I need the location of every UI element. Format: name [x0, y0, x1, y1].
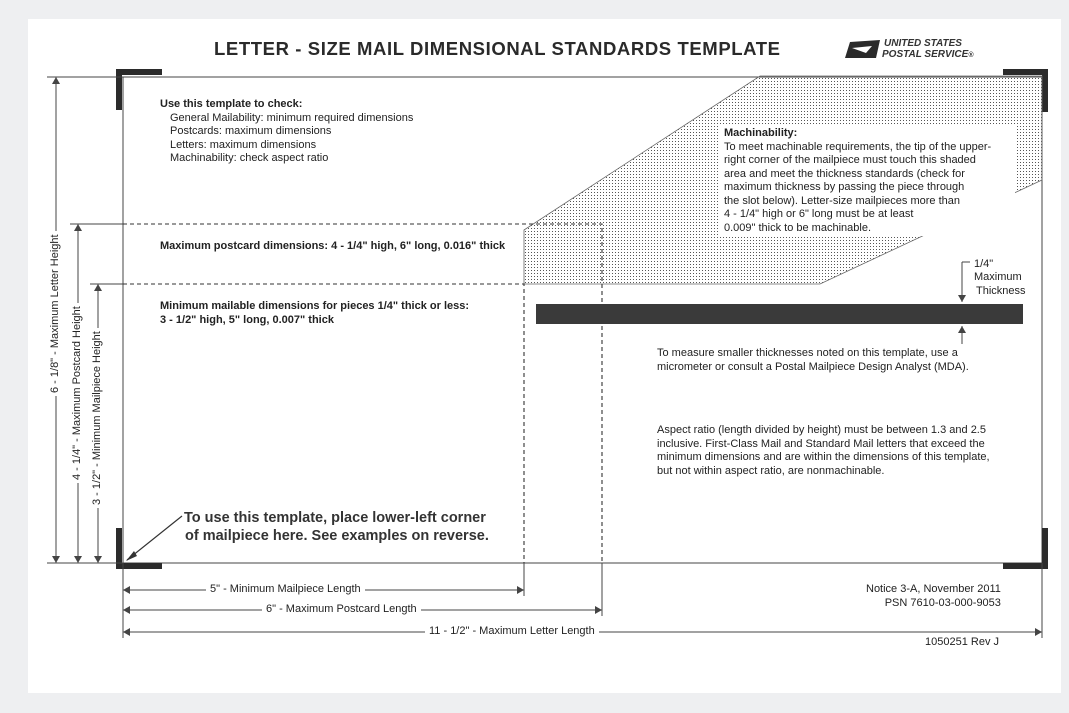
corner-instruction-line1: To use this template, place lower-left corner: [184, 510, 486, 526]
revision-label: 1050251 Rev J: [925, 636, 999, 648]
machinability-note: [724, 127, 991, 235]
min-height-label: 3 - 1/2" - Minimum Mailpiece Height: [91, 328, 103, 508]
measure-line2: micrometer or consult a Postal Mailpiece Design Analyst (MDA).: [657, 360, 969, 373]
usps-logo-line2: POSTAL SERVICE®: [882, 49, 974, 60]
minimum-line2: 3 - 1/2" high, 5" long, 0.007" thick: [160, 313, 334, 326]
machinability-line: 0.009" thick to be machinable.: [724, 221, 871, 234]
check-item: Postcards: maximum dimensions: [170, 125, 332, 137]
notice-line2: PSN 7610-03-000-9053: [884, 596, 1001, 609]
letter-length-label: 11 - 1/2" - Maximum Letter Length: [425, 625, 599, 637]
page-title: LETTER - SIZE MAIL DIMENSIONAL STANDARDS TEMPLATE: [214, 38, 781, 59]
machinability-line: area and meet the thickness standards (check for: [724, 167, 965, 180]
aspect-ratio-note: [657, 424, 990, 478]
aspect-line: inclusive. First-Class Mail and Standard Mail letters that exceed the: [657, 437, 985, 450]
minimum-dimensions-label: [160, 300, 469, 327]
check-item: Letters: maximum dimensions: [170, 138, 317, 151]
aspect-line: Aspect ratio (length divided by height) must be between 1.3 and 2.5: [657, 424, 986, 436]
machinability-line: 4 - 1/4" high or 6" long must be at least: [724, 208, 914, 220]
machinability-heading: Machinability:: [724, 127, 798, 139]
machinability-line: the slot below). Letter-size mailpieces more than: [724, 194, 960, 207]
corner-instruction-line2: of mailpiece here. See examples on reverse.: [185, 528, 489, 544]
aspect-line: but not within aspect ratio, are nonmachinable.: [657, 464, 885, 477]
machinability-line: maximum thickness by passing the piece through: [724, 181, 965, 193]
measure-line1: To measure smaller thicknesses noted on this template, use a: [657, 347, 958, 359]
check-item: Machinability: check aspect ratio: [170, 152, 329, 164]
corner-bracket-bottom-right: [1003, 528, 1045, 566]
thickness-label: [974, 258, 1022, 283]
letter-height-label: 6 - 1/8" - Maximum Letter Height: [49, 231, 61, 396]
aspect-line: minimum dimensions and are within the dimensions of this template,: [657, 451, 990, 463]
check-item: General Mailability: minimum required dimensions: [170, 111, 414, 124]
postcard-length-label: 6" - Maximum Postcard Length: [262, 603, 421, 615]
thickness-slot: [536, 304, 1023, 324]
postcard-dimensions-label: Maximum postcard dimensions: 4 - 1/4" high, 6" long, 0.016" thick: [160, 240, 506, 252]
postcard-height-label: 4 - 1/4" - Maximum Postcard Height: [71, 303, 83, 483]
thickness-line2: Maximum: [974, 270, 1022, 283]
machinability-line: right corner of the mailpiece must touch this shaded: [724, 154, 976, 166]
min-length-label: 5" - Minimum Mailpiece Length: [206, 583, 365, 595]
corner-bracket-top-left: [119, 72, 162, 110]
corner-instruction: [184, 509, 489, 545]
usps-logo-line1: UNITED STATES: [884, 38, 962, 49]
notice-line1: Notice 3-A, November 2011: [866, 583, 1001, 595]
check-intro: [160, 98, 413, 166]
minimum-line1: Minimum mailable dimensions for pieces 1/4" thick or less:: [160, 300, 470, 312]
thickness-line3: Thickness: [976, 285, 1026, 297]
corner-bracket-bottom-left: [119, 528, 162, 566]
measure-note: [657, 347, 969, 374]
machinability-line: To meet machinable requirements, the tip of the upper-: [724, 140, 992, 153]
thickness-line1: 1/4": [974, 258, 994, 270]
notice: [866, 583, 1001, 610]
check-intro-heading: Use this template to check:: [160, 98, 303, 110]
registered-mark: ®: [968, 52, 974, 59]
